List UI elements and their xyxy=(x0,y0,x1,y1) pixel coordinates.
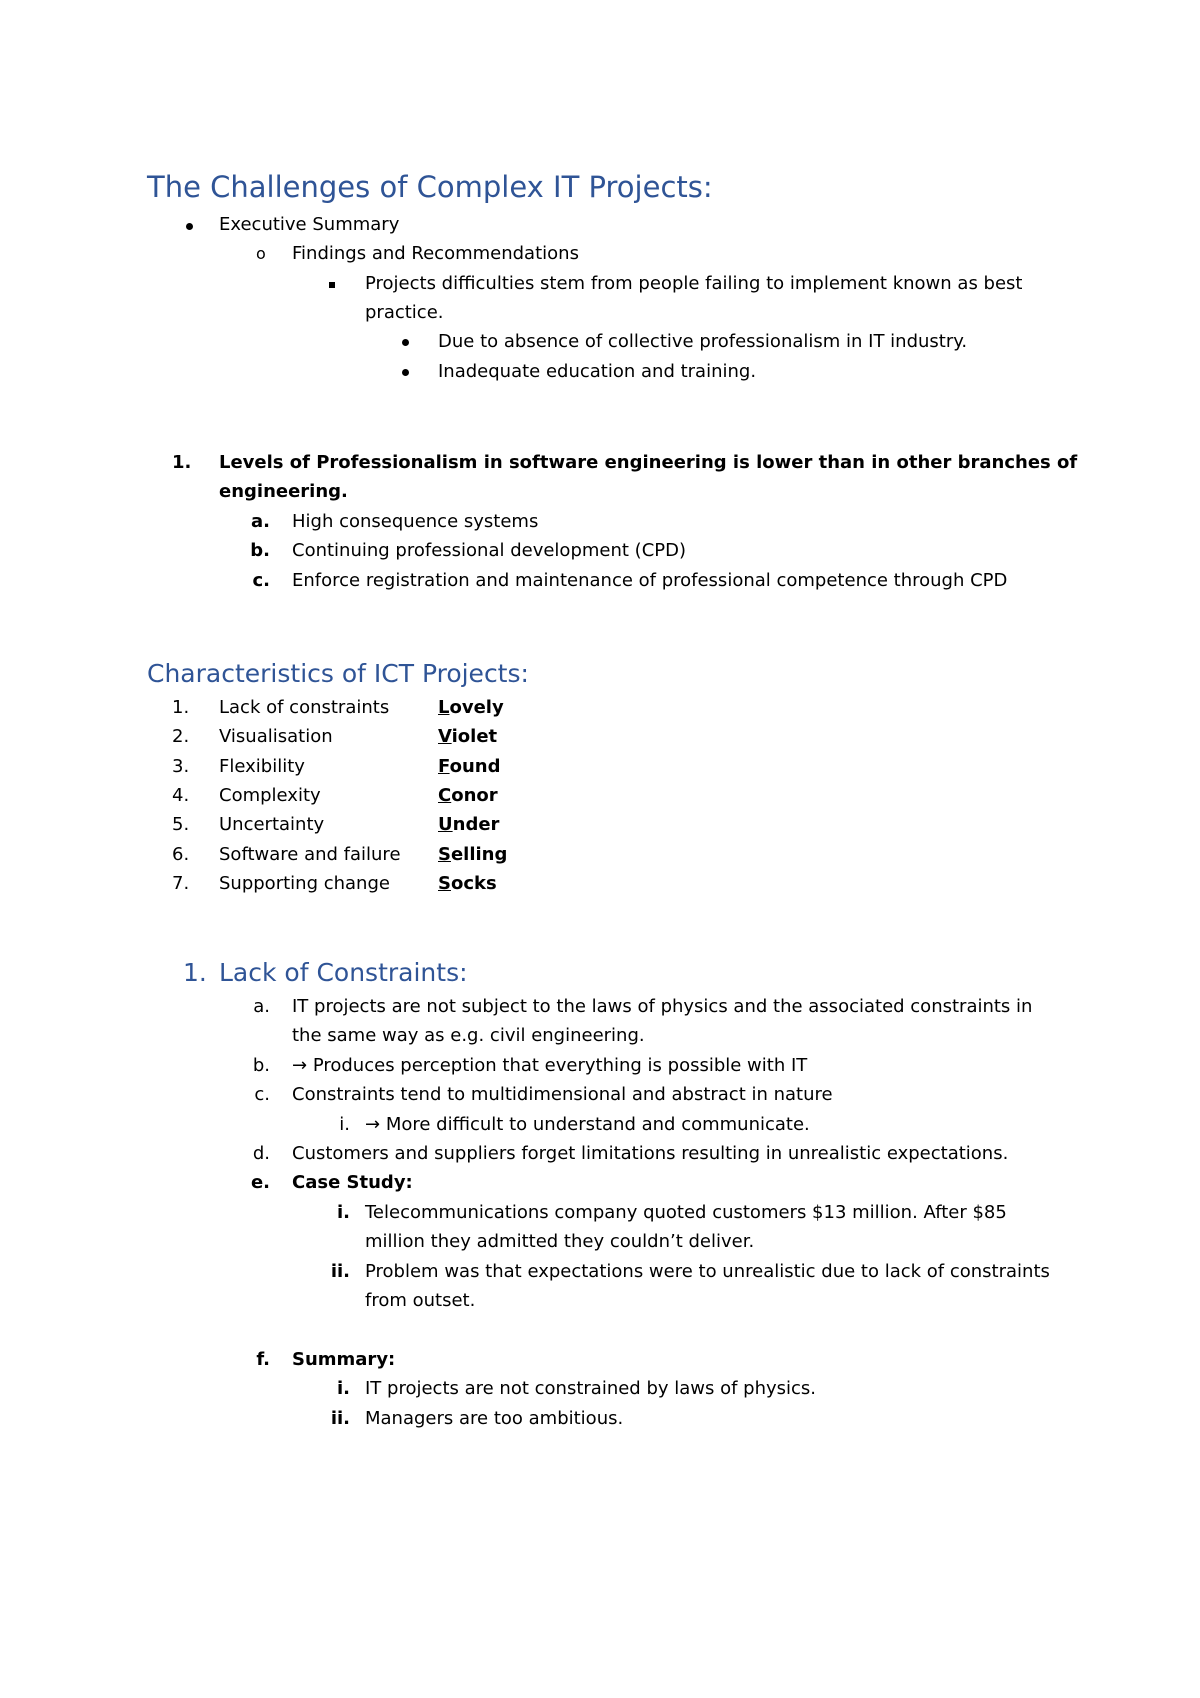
char-number: 1. xyxy=(172,697,190,718)
lack-heading-marker: 1. xyxy=(183,958,207,987)
case-study-label: Case Study: xyxy=(292,1172,413,1193)
bullet-icon xyxy=(186,223,193,230)
lack-a-line-1: IT projects are not subject to the laws of physics and the associated constraints in xyxy=(292,996,1033,1017)
mnemonic-word xyxy=(438,843,507,867)
char-item: Uncertainty xyxy=(219,814,325,835)
lack-marker-c: c. xyxy=(254,1084,270,1105)
summary-label: Summary: xyxy=(292,1349,396,1370)
char-item: Complexity xyxy=(219,785,321,806)
square-bullet-icon xyxy=(329,282,335,288)
case-study-i-line-2: million they admitted they couldn’t deliver. xyxy=(365,1231,755,1252)
lack-d: Customers and suppliers forget limitations resulting in unrealistic expectations. xyxy=(292,1143,1009,1164)
mnemonic-initial: L xyxy=(438,697,450,718)
case-study-ii-line-2: from outset. xyxy=(365,1290,476,1311)
difficulties-line-1: Projects difficulties stem from people failing to implement known as best xyxy=(365,273,1023,294)
mnemonic-initial: S xyxy=(438,873,451,894)
mnemonic-initial: U xyxy=(438,814,453,835)
case-study-marker-ii: ii. xyxy=(330,1261,350,1282)
levels-sub-marker-b: b. xyxy=(250,540,270,561)
mnemonic-rest: iolet xyxy=(451,726,498,747)
levels-sub-b: Continuing professional development (CPD) xyxy=(292,540,686,561)
summary-ii: Managers are too ambitious. xyxy=(365,1408,624,1429)
summary-i: IT projects are not constrained by laws of physics. xyxy=(365,1378,817,1399)
lack-marker-b: b. xyxy=(252,1055,270,1076)
lack-c-i-text: More difficult to understand and communicate. xyxy=(385,1114,810,1135)
char-number: 4. xyxy=(172,785,190,806)
char-item: Visualisation xyxy=(219,726,333,747)
char-item: Software and failure xyxy=(219,844,401,865)
arrow-right-icon: → xyxy=(292,1055,308,1076)
mnemonic-word xyxy=(438,725,497,749)
char-item: Lack of constraints xyxy=(219,697,390,718)
char-number: 3. xyxy=(172,756,190,777)
circle-bullet-icon: o xyxy=(256,244,266,263)
lack-c: Constraints tend to multidimensional and abstract in nature xyxy=(292,1084,833,1105)
difficulties-line-2: practice. xyxy=(365,302,444,323)
lack-marker-e: e. xyxy=(250,1172,270,1193)
bullet-icon xyxy=(402,339,409,346)
reason-item-1: Due to absence of collective professionalism in IT industry. xyxy=(438,331,968,352)
lack-b xyxy=(292,1054,807,1078)
char-number: 5. xyxy=(172,814,190,835)
arrow-right-icon: → xyxy=(365,1114,381,1135)
levels-sub-marker-a: a. xyxy=(251,511,270,532)
lack-marker-a: a. xyxy=(253,996,270,1017)
summary-marker-i: i. xyxy=(336,1378,350,1399)
reason-item-2: Inadequate education and training. xyxy=(438,361,757,382)
mnemonic-rest: onor xyxy=(451,785,498,806)
lack-marker-f: f. xyxy=(256,1349,270,1370)
lack-c-i xyxy=(365,1113,810,1137)
findings-item: Findings and Recommendations xyxy=(292,243,579,264)
mnemonic-word xyxy=(438,813,499,837)
mnemonic-word xyxy=(438,755,500,779)
characteristics-heading: Characteristics of ICT Projects: xyxy=(147,659,529,688)
bullet-icon xyxy=(402,369,409,376)
mnemonic-word xyxy=(438,872,497,896)
case-study-i-line-1: Telecommunications company quoted customers $13 million. After $85 xyxy=(365,1202,1007,1223)
char-item: Flexibility xyxy=(219,756,305,777)
lack-c-marker-i: i. xyxy=(339,1114,350,1135)
mnemonic-word xyxy=(438,784,498,808)
mnemonic-rest: ovely xyxy=(449,697,504,718)
mnemonic-rest: elling xyxy=(450,844,508,865)
char-number: 2. xyxy=(172,726,190,747)
mnemonic-initial: F xyxy=(438,756,450,777)
lack-heading: Lack of Constraints: xyxy=(219,958,468,987)
lack-b-text: Produces perception that everything is possible with IT xyxy=(312,1055,808,1076)
mnemonic-initial: S xyxy=(438,844,451,865)
levels-sub-marker-c: c. xyxy=(252,570,270,591)
char-number: 7. xyxy=(172,873,190,894)
levels-line-1: Levels of Professionalism in software engineering is lower than in other branches of xyxy=(219,452,1078,473)
summary-marker-ii: ii. xyxy=(330,1408,350,1429)
exec-summary-item: Executive Summary xyxy=(219,214,400,235)
levels-sub-c: Enforce registration and maintenance of professional competence through CPD xyxy=(292,570,1008,591)
char-item: Supporting change xyxy=(219,873,390,894)
mnemonic-rest: ound xyxy=(449,756,501,777)
lack-a-line-2: the same way as e.g. civil engineering. xyxy=(292,1025,645,1046)
case-study-marker-i: i. xyxy=(336,1202,350,1223)
char-number: 6. xyxy=(172,844,190,865)
mnemonic-word xyxy=(438,696,504,720)
lack-marker-d: d. xyxy=(252,1143,270,1164)
mnemonic-initial: V xyxy=(438,726,452,747)
mnemonic-rest: ocks xyxy=(450,873,497,894)
mnemonic-rest: nder xyxy=(452,814,500,835)
document-title: The Challenges of Complex IT Projects: xyxy=(147,170,713,204)
levels-marker: 1. xyxy=(172,452,192,473)
mnemonic-initial: C xyxy=(438,785,452,806)
levels-line-2: engineering. xyxy=(219,481,348,502)
case-study-ii-line-1: Problem was that expectations were to unrealistic due to lack of constraints xyxy=(365,1261,1050,1282)
levels-sub-a: High consequence systems xyxy=(292,511,539,532)
